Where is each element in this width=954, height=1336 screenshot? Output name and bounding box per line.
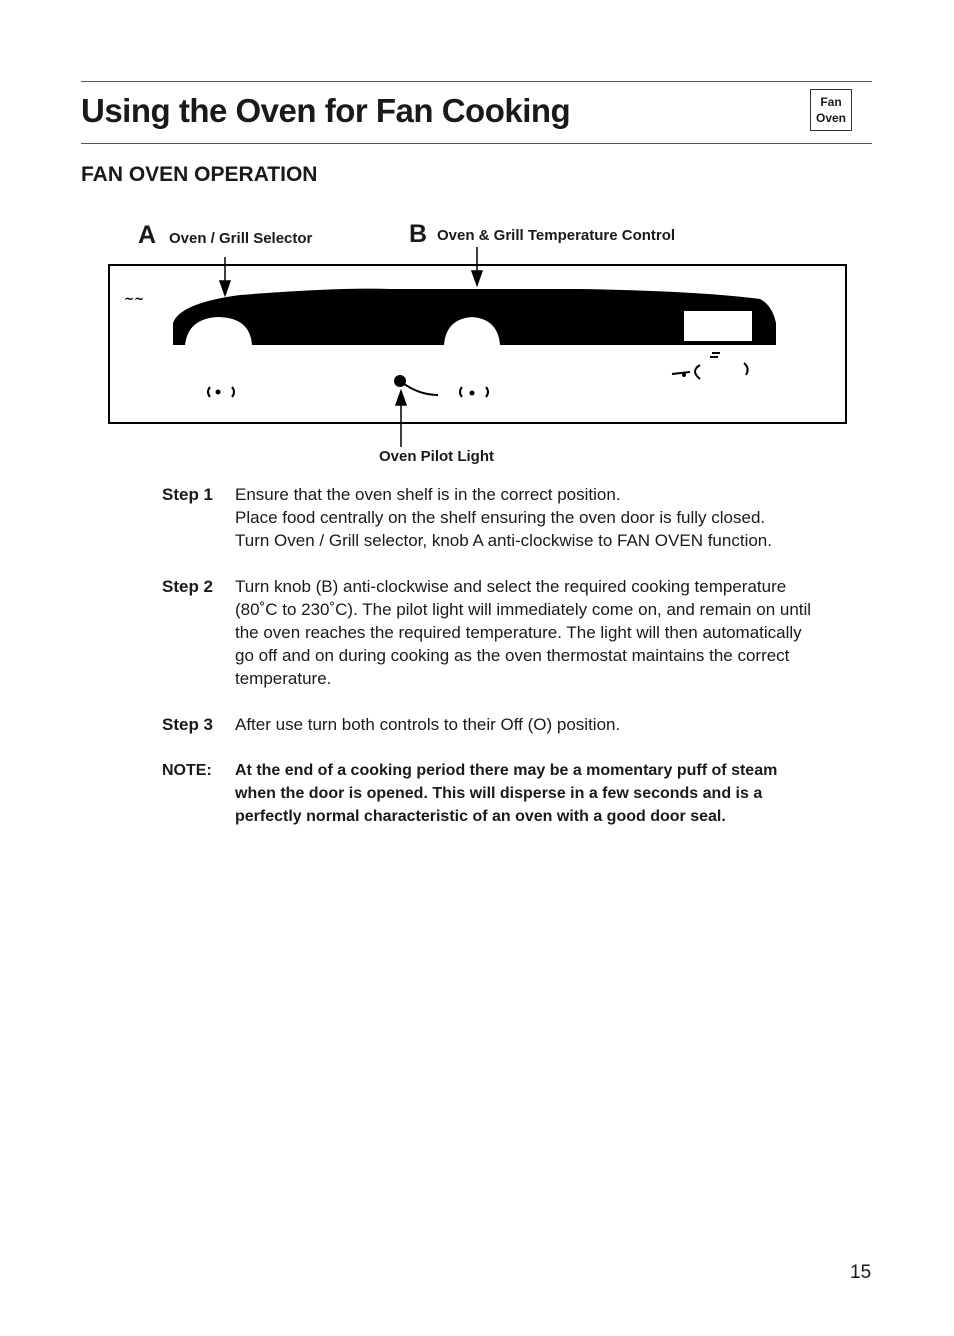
note-line: perfectly normal characteristic of an oven with a good door seal.: [235, 808, 726, 825]
step-line: (80˚C to 230˚C). The pilot light will immediately come on, and remain on until: [235, 600, 812, 619]
step-line: Place food centrally on the shelf ensuring the oven door is fully closed.: [235, 508, 766, 527]
step-line: After use turn both controls to their Off (O) position.: [235, 715, 621, 734]
section-heading: FAN OVEN OPERATION: [81, 163, 318, 186]
step-line: temperature.: [235, 669, 332, 688]
section-tab: [810, 89, 852, 131]
section-tab-line1: Fan: [820, 95, 842, 109]
section-tab-line2: Oven: [815, 111, 846, 125]
page-title: Using the Oven for Fan Cooking: [81, 92, 571, 129]
control-panel-diagram: [100, 215, 860, 475]
step-text: [235, 483, 772, 552]
note-line: At the end of a cooking period there may be a momentary puff of steam: [235, 762, 778, 779]
step-line: Turn knob (B) anti-clockwise and select the required cooking temperature: [235, 577, 787, 596]
title-rule: [81, 143, 872, 144]
callout-b-letter: B: [409, 220, 428, 248]
callout-a-letter: A: [138, 221, 157, 249]
step-line: go off and on during cooking as the oven thermostat maintains the correct: [235, 646, 790, 665]
step-text: [235, 713, 620, 736]
callout-b-label: Oven & Grill Temperature Control: [437, 227, 676, 244]
control-panel-drawing: [100, 215, 860, 475]
top-rule: [81, 81, 872, 82]
display-window: [684, 311, 752, 341]
step-label: Step 2: [162, 577, 214, 596]
instruction-steps: [162, 483, 882, 851]
page-number: 15: [850, 1262, 872, 1283]
note-label: NOTE:: [162, 762, 212, 779]
brand-mark-icon: ~~: [124, 292, 145, 306]
note: [162, 759, 882, 828]
callout-a-label: Oven / Grill Selector: [169, 230, 313, 247]
step-line: the oven reaches the required temperature. The light will then automatically: [235, 623, 802, 642]
step-line: Ensure that the oven shelf is in the correct position.: [235, 485, 621, 504]
note-line: when the door is opened. This will disperse in a few seconds and is a: [235, 785, 763, 802]
step-label: Step 3: [162, 715, 214, 734]
step-1: [162, 483, 882, 552]
step-text: [235, 575, 811, 690]
step-line: Turn Oven / Grill selector, knob A anti-clockwise to FAN OVEN function.: [235, 531, 772, 550]
note-text: [235, 759, 777, 828]
step-3: [162, 713, 882, 736]
pilot-light-label: Oven Pilot Light: [379, 448, 494, 465]
step-label: Step 1: [162, 485, 214, 504]
step-2: [162, 575, 882, 690]
